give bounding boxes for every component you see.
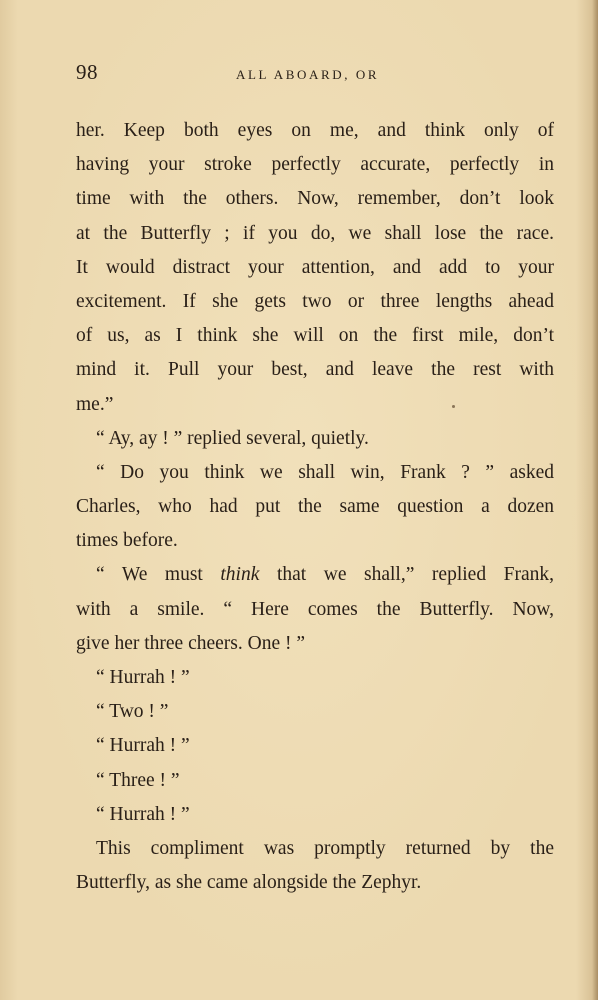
text-line: “ Do you think we shall win, Frank ? ” asked [96, 461, 554, 483]
text-line: with a smile. “ Here comes the Butterfly. Now, [76, 598, 554, 620]
text-line: having your stroke perfectly accurate, perfectly in [76, 154, 554, 176]
text-line: Charles, who had put the same question a dozen [76, 496, 554, 518]
text-line: her. Keep both eyes on me, and think only of [76, 120, 554, 141]
text-line: “ Two ! ” [96, 701, 169, 723]
text-line: “ Three ! ” [96, 769, 180, 791]
text-line: This compliment was promptly returned by the [96, 837, 554, 859]
text-line: mind it. Pull your best, and leave the rest with [76, 359, 554, 381]
text-line: times before. [76, 530, 178, 552]
italic-emphasis: think [220, 564, 260, 586]
text-line: time with the others. Now, remember, don’t look [76, 188, 554, 210]
text-line: “ Ay, ay ! ” replied several, quietly. [96, 427, 369, 449]
text-line [76, 558, 554, 592]
page-number: 98 [76, 60, 98, 84]
text-line: “ Hurrah ! ” [96, 667, 190, 688]
text-line: “ Hurrah ! ” [96, 735, 190, 757]
text-line: at the Butterfly ; if you do, we shall lose the race. [76, 222, 554, 244]
text-line: “ Hurrah ! ” [96, 803, 190, 825]
text-line: Butterfly, as she came alongside the Zephyr. [76, 872, 422, 894]
page-header [76, 60, 554, 90]
body-text [76, 114, 554, 900]
text-line: of us, as I think she will on the first mile, don’t [76, 325, 554, 347]
text-line: excitement. If she gets two or three lengths ahead [76, 290, 554, 312]
text-line: me.” [76, 393, 114, 415]
text-line: It would distract your attention, and add to your [76, 256, 554, 278]
ink-speck [452, 405, 455, 408]
text-line: give her three cheers. One ! ” [76, 632, 306, 654]
text-span: “ We must [96, 564, 221, 586]
running-head: ALL ABOARD, OR [236, 67, 380, 82]
page-edge-shadow [592, 0, 598, 1000]
text-span: that we shall,” replied Frank, [259, 564, 554, 586]
